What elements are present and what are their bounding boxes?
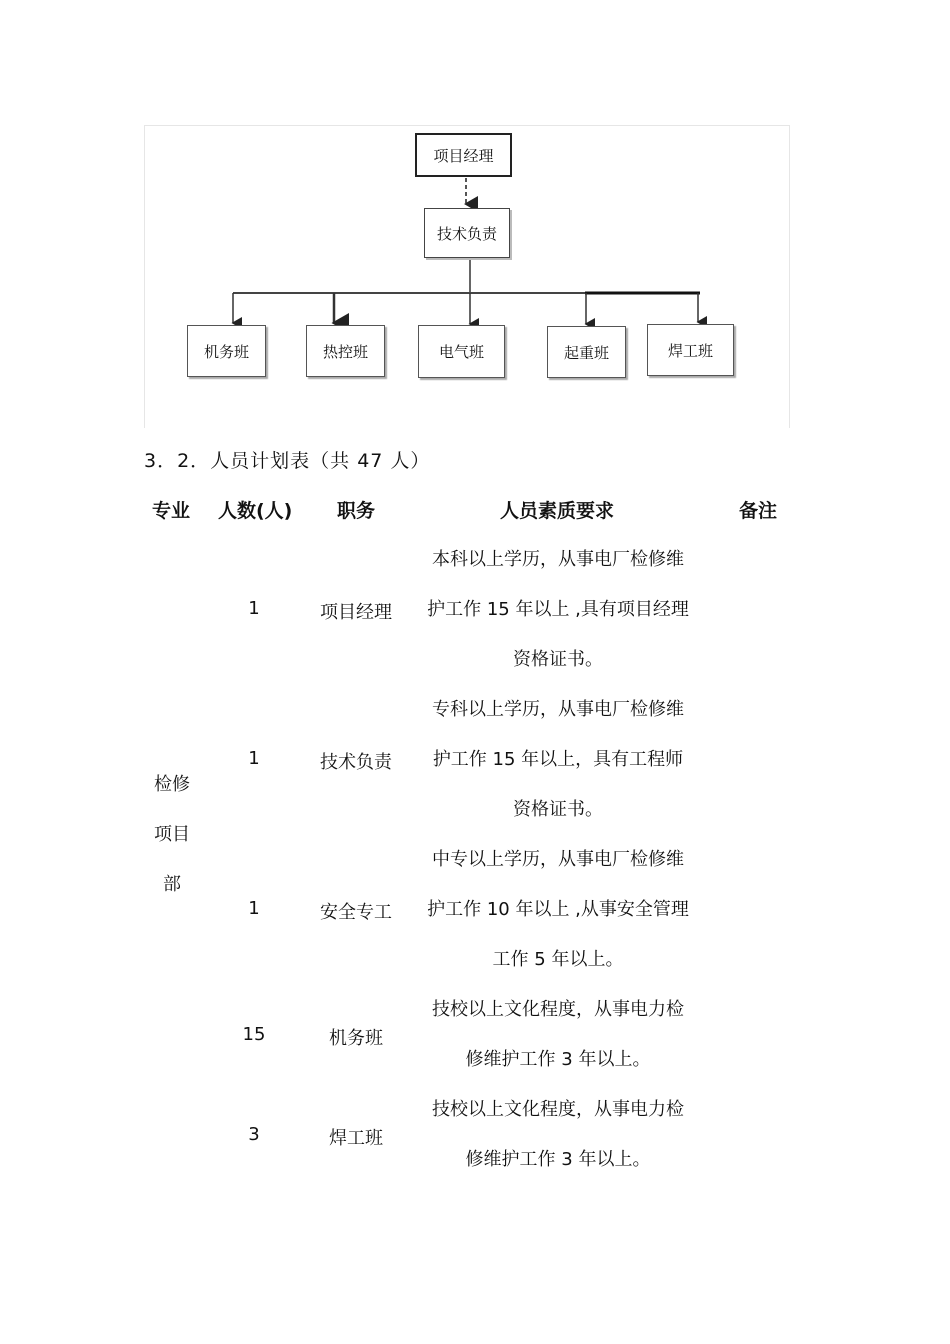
org-box-middle: [424, 208, 510, 258]
section-title: 3．2．人员计划表（共 47 人）: [144, 450, 431, 472]
row-1-position: 项目经理: [320, 602, 392, 623]
row-3-position: 安全专工: [320, 902, 392, 923]
department-line: 部: [163, 874, 181, 895]
org-box-team-label: 机务班: [203, 342, 249, 361]
requirement-line: 资格证书。: [513, 799, 603, 820]
org-box-team-label: 电气班: [438, 343, 484, 361]
requirement-line: 技校以上文化程度，从事电力检: [432, 999, 684, 1020]
department-line: 检修: [154, 774, 190, 795]
org-box-team-1: [187, 325, 266, 377]
org-box-team-5: [647, 324, 734, 376]
org-box-team-label: 起重班: [563, 343, 609, 362]
row-3-requirement: [410, 835, 706, 985]
requirement-line: 技校以上文化程度，从事电力检: [432, 1099, 684, 1120]
row-2-requirement: [410, 685, 706, 835]
row-4-count: 15: [242, 1024, 266, 1045]
requirement-line: 中专以上学历，从事电厂检修维: [432, 849, 684, 870]
org-box-middle-label: 技术负责: [436, 224, 497, 243]
row-4-requirement: [410, 985, 706, 1085]
org-box-team-3: [418, 325, 505, 378]
requirement-line: 修维护工作 3 年以上。: [465, 1049, 651, 1070]
row-1-count: 1: [248, 598, 260, 619]
requirement-line: 护工作 15 年以上 ,具有项目经理: [427, 599, 689, 620]
requirement-line: 护工作 10 年以上 ,从事安全管理: [427, 899, 689, 920]
requirement-line: 专科以上学历，从事电厂检修维: [432, 699, 684, 720]
requirement-line: 护工作 15 年以上，具有工程师: [432, 749, 684, 770]
requirement-line: 本科以上学历，从事电厂检修维: [432, 549, 684, 570]
row-3-count: 1: [248, 898, 260, 919]
header-count: 人数(人): [218, 500, 293, 522]
row-5-count: 3: [248, 1124, 260, 1145]
org-chart: [144, 125, 790, 428]
org-box-team-4: [547, 326, 626, 378]
row-5-requirement: [410, 1085, 706, 1185]
row-4-position: 机务班: [329, 1028, 383, 1049]
org-box-top-label: 项目经理: [433, 146, 494, 165]
department-line: 项目: [154, 824, 190, 845]
org-box-top: [415, 133, 512, 177]
org-box-team-label: 热控班: [322, 342, 368, 361]
row-5-position: 焊工班: [329, 1128, 383, 1149]
requirement-line: 工作 5 年以上。: [492, 949, 624, 970]
org-box-team-2: [306, 325, 385, 377]
header-position: 职务: [337, 500, 376, 522]
department-cell: [140, 760, 204, 910]
header-remark: 备注: [739, 500, 778, 522]
header-specialty: 专业: [152, 500, 191, 522]
org-box-team-label: 焊工班: [667, 341, 713, 360]
requirement-line: 修维护工作 3 年以上。: [465, 1149, 651, 1170]
header-requirement: 人员素质要求: [500, 500, 615, 522]
row-1-requirement: [410, 535, 706, 685]
requirement-line: 资格证书。: [513, 649, 603, 670]
row-2-position: 技术负责: [320, 752, 392, 773]
row-2-count: 1: [248, 748, 260, 769]
